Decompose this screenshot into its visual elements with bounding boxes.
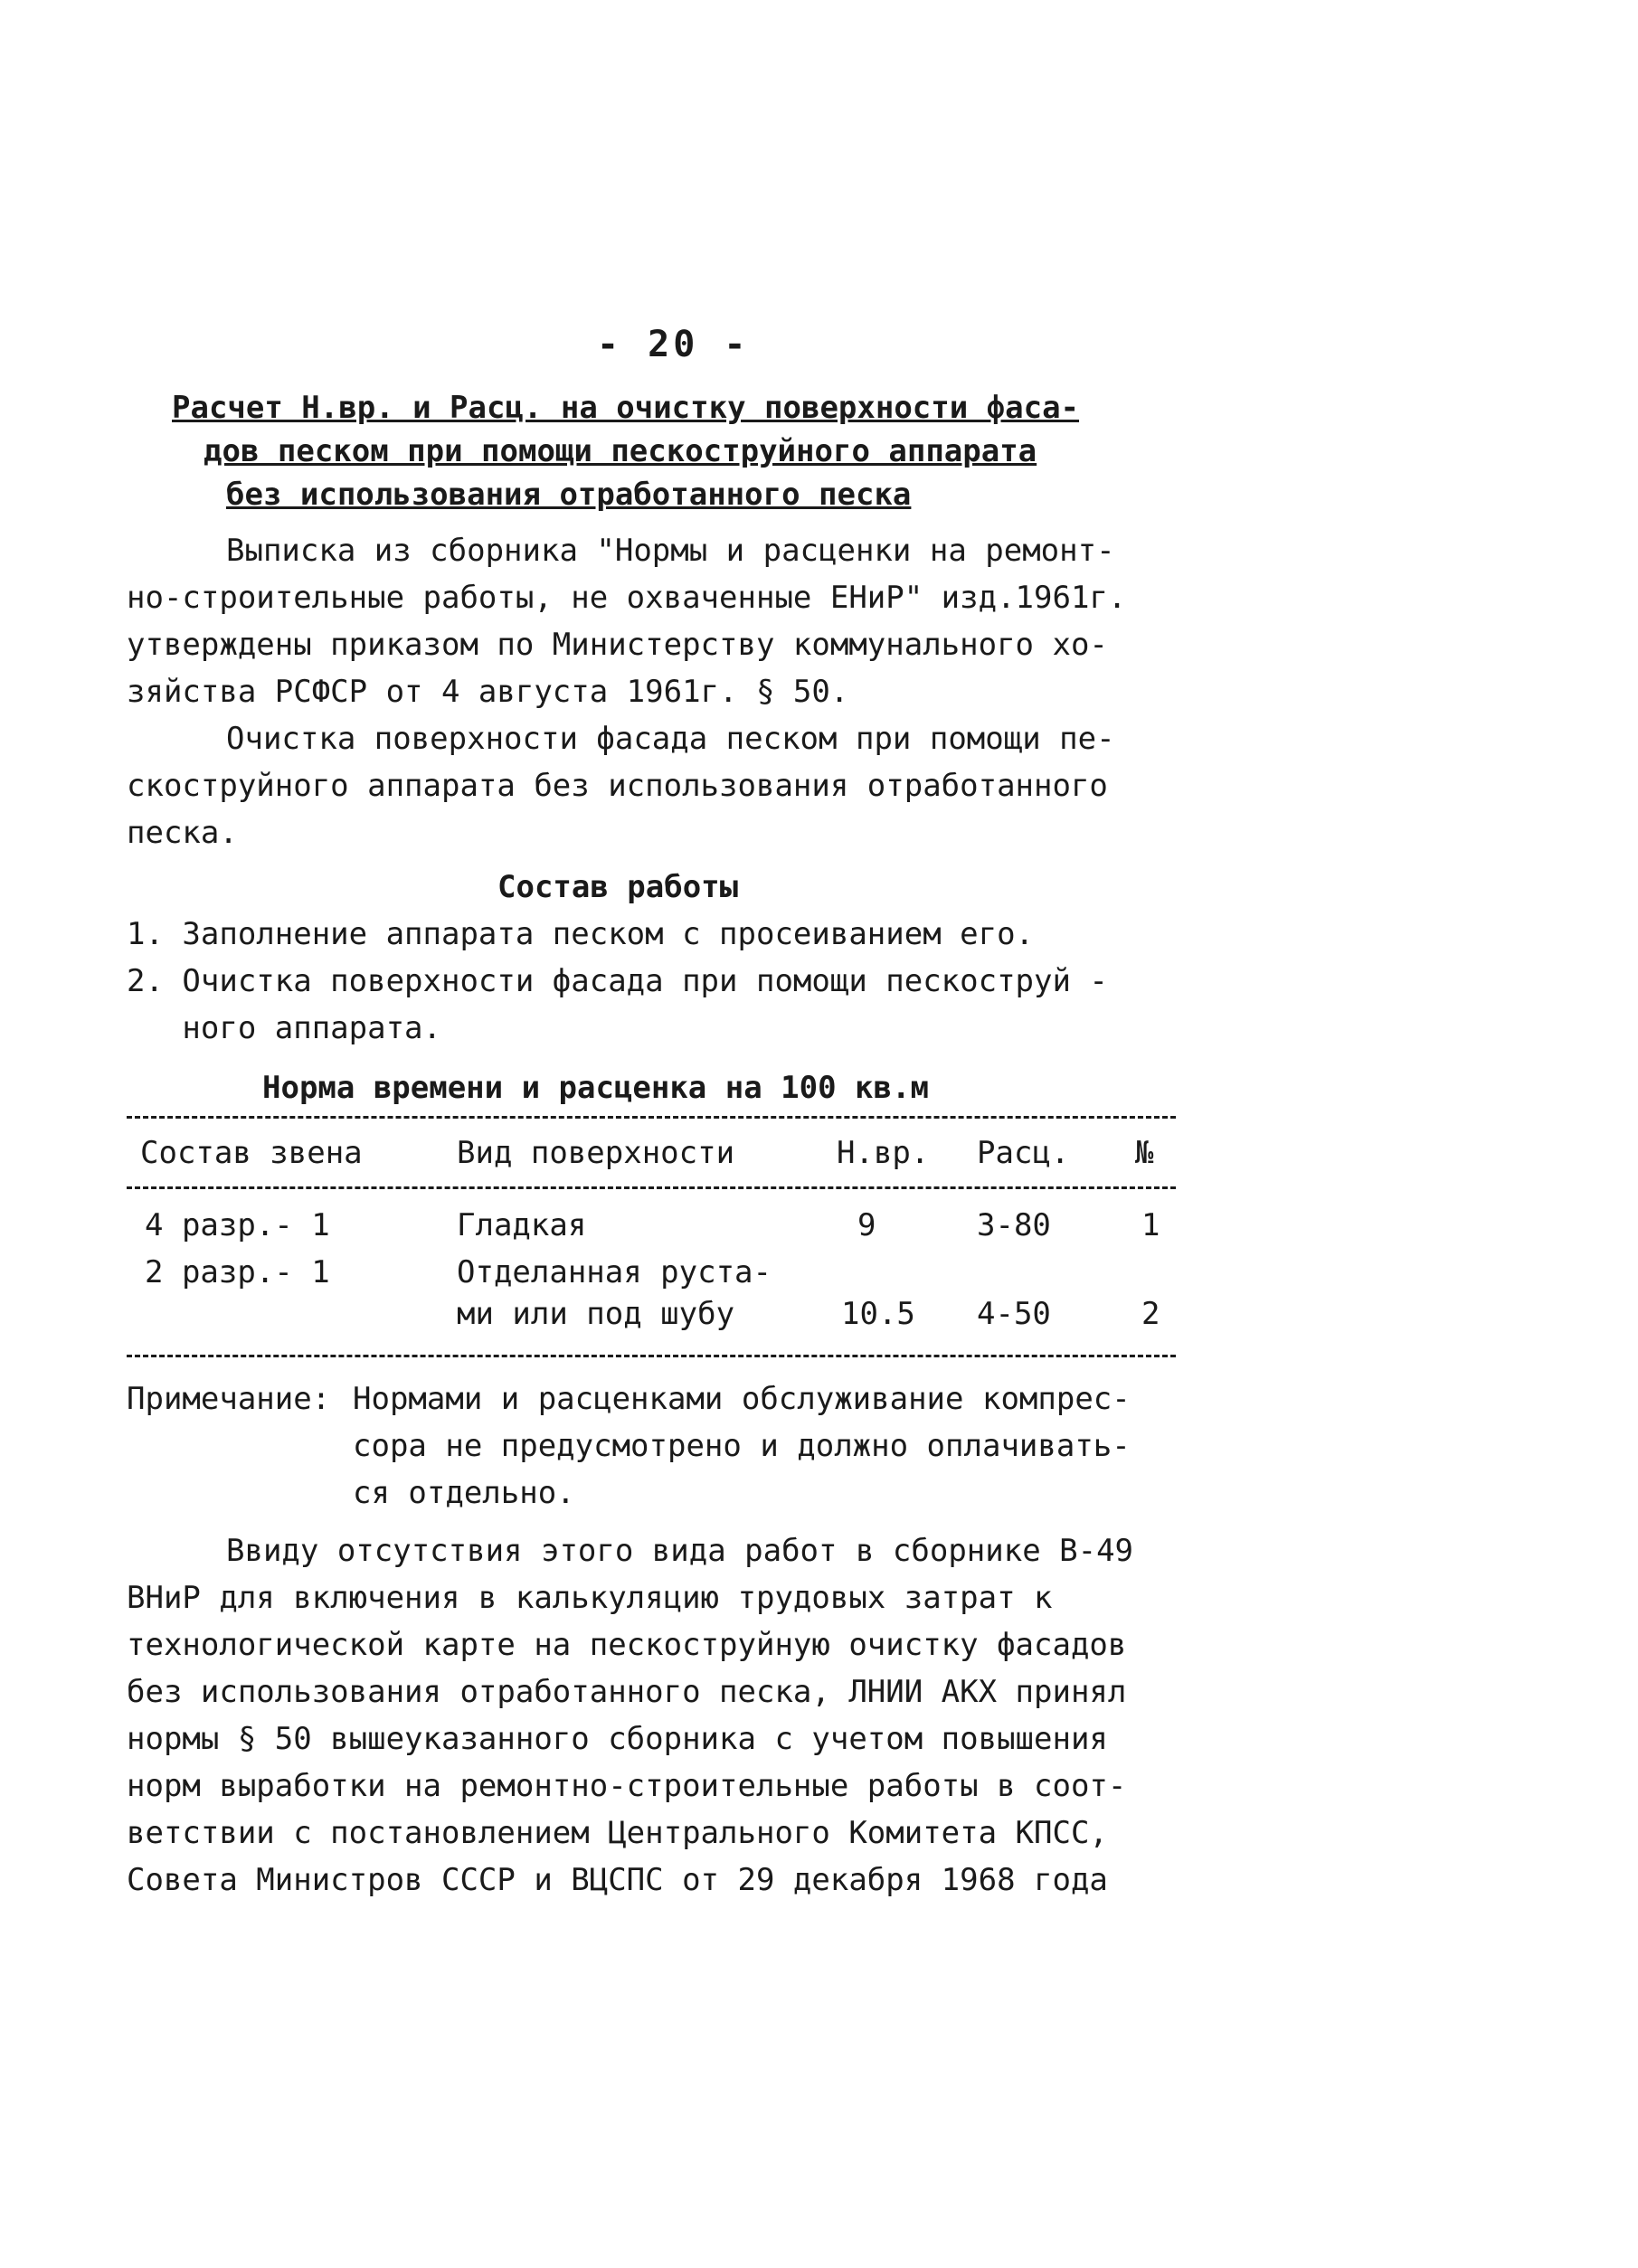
table-row-2-rate: 4-50 — [977, 1296, 1051, 1332]
note-line-1: Нормами и расценками обслуживание компрес- — [353, 1381, 1131, 1417]
description-line-1: Очистка поверхности фасада песком при помощи пе- — [226, 721, 1115, 757]
final-line-2: ВНиР для включения в калькуляцию трудовых затрат к — [127, 1580, 1053, 1616]
final-line-6: норм выработки на ремонтно-строительные работы в соот- — [127, 1768, 1127, 1804]
final-line-5: нормы § 50 вышеуказанного сборника с учетом повышения — [127, 1721, 1108, 1757]
final-line-7: ветствии с постановлением Центрального Комитета КПСС, — [127, 1815, 1108, 1851]
work-heading: Состав работы — [497, 869, 739, 905]
table-header-rule — [127, 1186, 1176, 1189]
intro-line-3: утверждены приказом по Министерству коммунального хо- — [127, 627, 1108, 663]
table-bottom-rule — [127, 1355, 1176, 1357]
note-line-3: ся отдельно. — [353, 1475, 575, 1511]
note-line-2: сора не предусмотрено и должно оплачивать- — [353, 1428, 1131, 1464]
table-header-time: Н.вр. — [837, 1135, 930, 1171]
intro-line-1: Выписка из сборника "Нормы и расценки на ремонт- — [226, 533, 1115, 569]
final-line-3: технологической карте на пескоструйную очистку фасадов — [127, 1627, 1127, 1663]
table-header-number: № — [1135, 1135, 1154, 1171]
table-row-1-number: 1 — [1141, 1207, 1160, 1243]
table-row-2-number: 2 — [1141, 1296, 1160, 1332]
table-caption: Норма времени и расценка на 100 кв.м — [262, 1070, 929, 1106]
final-line-1: Ввиду отсутствия этого вида работ в сборнике В-49 — [226, 1533, 1134, 1569]
table-header-surface: Вид поверхности — [457, 1135, 735, 1171]
table-header-rate: Расц. — [977, 1135, 1070, 1171]
table-row-2-crew: 2 разр.- 1 — [145, 1254, 330, 1290]
table-row-2-time: 10.5 — [841, 1296, 915, 1332]
work-item-2-cont: ного аппарата. — [127, 1010, 441, 1046]
work-item-1: 1. Заполнение аппарата песком с просеиванием его. — [127, 916, 1035, 952]
title-line-1: Расчет Н.вр. и Расц. на очистку поверхности фаса- — [172, 390, 1080, 426]
description-line-2: скоструйного аппарата без использования отработанного — [127, 768, 1108, 804]
final-line-4: без использования отработанного песка, ЛНИИ АКХ принял — [127, 1674, 1127, 1710]
description-line-3: песка. — [127, 815, 238, 851]
work-item-2: 2. Очистка поверхности фасада при помощи пескоструй - — [127, 963, 1108, 999]
page-number: - 20 - — [597, 324, 750, 365]
final-line-8: Совета Министров СССР и ВЦСПС от 29 декабря 1968 года — [127, 1862, 1108, 1898]
table-top-rule — [127, 1116, 1176, 1119]
intro-line-2: но-строительные работы, не охваченные ЕНиР" изд.1961г. — [127, 580, 1127, 616]
table-header-crew: Состав звена — [140, 1135, 363, 1171]
note-label: Примечание: — [127, 1381, 331, 1417]
table-row-1-crew: 4 разр.- 1 — [145, 1207, 330, 1243]
table-row-1-rate: 3-80 — [977, 1207, 1051, 1243]
table-row-1-time: 9 — [857, 1207, 876, 1243]
table-row-2-surface: Отделанная руста- — [457, 1254, 772, 1290]
table-row-2-surface-cont: ми или под шубу — [457, 1296, 735, 1332]
title-line-2: дов песком при помощи пескоструйного аппарата — [204, 433, 1037, 469]
title-line-3: без использования отработанного песка — [226, 477, 912, 513]
intro-line-4: зяйства РСФСР от 4 августа 1961г. § 50. — [127, 674, 849, 710]
table-row-1-surface: Гладкая — [457, 1207, 587, 1243]
